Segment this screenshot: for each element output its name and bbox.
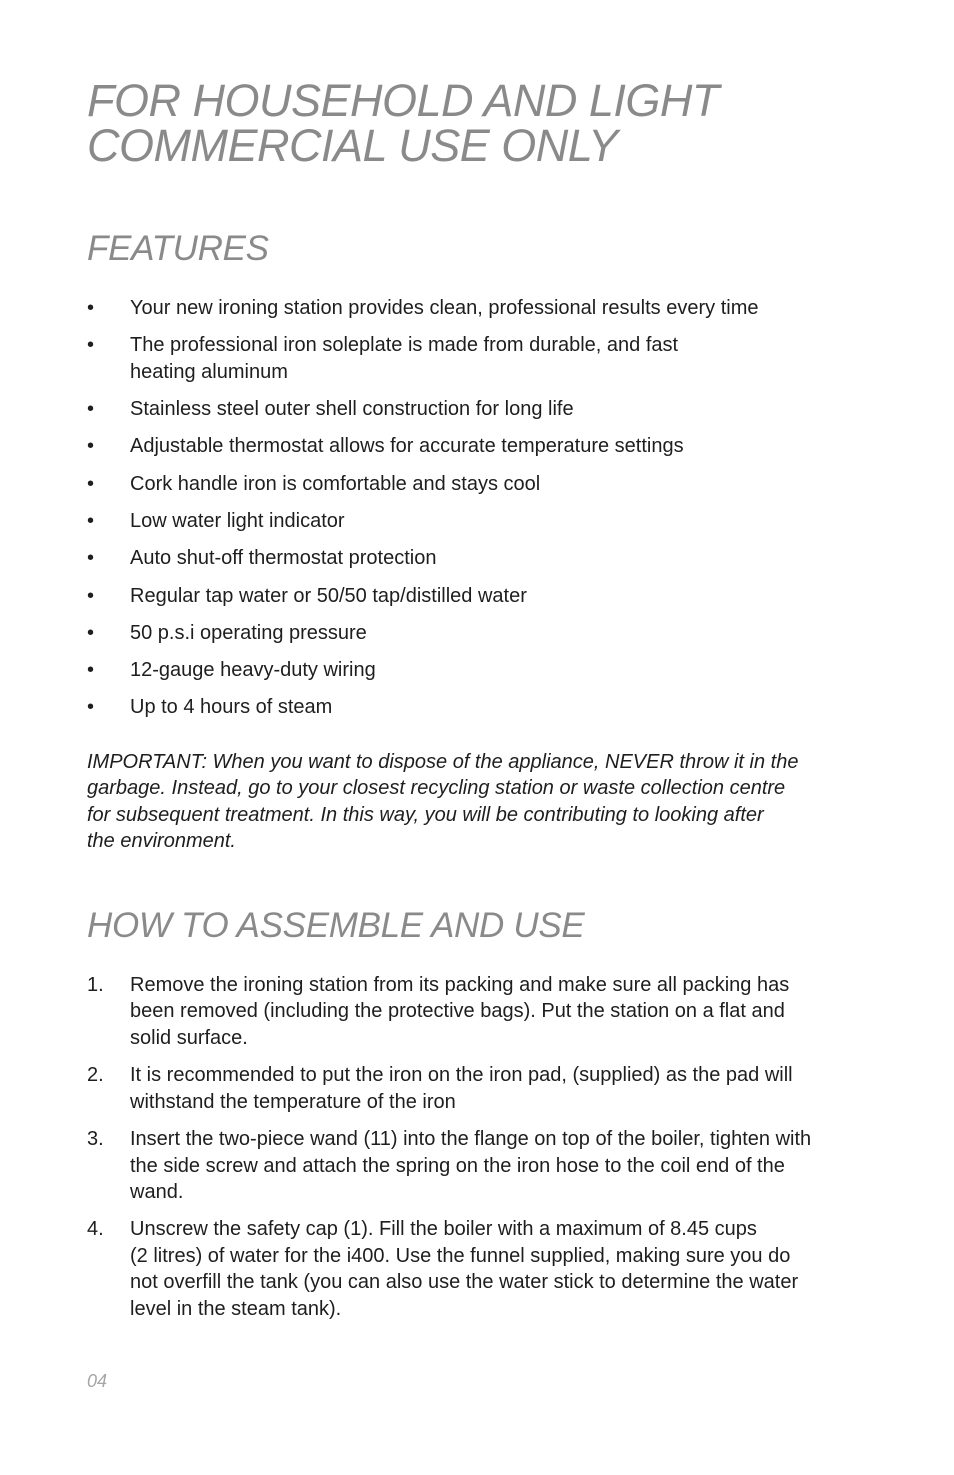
bullet-icon: •: [87, 297, 95, 319]
feature-item: [87, 545, 867, 572]
page-title-line: COMMERCIAL USE ONLY: [87, 120, 618, 171]
important-text: IMPORTANT: When you want to dispose of the appliance, NEVER throw it in the: [87, 750, 799, 773]
step-number: 1.: [87, 973, 104, 996]
feature-text: Auto shut-off thermostat protection: [130, 547, 437, 570]
step-text: the side screw and attach the spring on the iron hose to the coil end of the: [130, 1154, 785, 1177]
feature-item: [87, 694, 867, 721]
feature-item: [87, 583, 867, 610]
step-text: Insert the two-piece wand (11) into the flange on top of the boiler, tighten with: [130, 1128, 812, 1151]
step-item: [87, 1126, 867, 1206]
feature-item: [87, 433, 867, 460]
feature-text: Up to 4 hours of steam: [130, 696, 333, 719]
step-item: [87, 972, 867, 1052]
step-text: (2 litres) of water for the i400. Use the funnel supplied, making sure you do: [130, 1244, 791, 1267]
assemble-heading: HOW TO ASSEMBLE AND USE: [87, 905, 585, 945]
page-title-line: FOR HOUSEHOLD AND LIGHT: [87, 75, 719, 126]
step-text: solid surface.: [130, 1026, 248, 1049]
step-text: been removed (including the protective bags). Put the station on a flat and: [130, 1000, 785, 1023]
step-text: not overfill the tank (you can also use the water stick to determine the water: [130, 1271, 799, 1294]
bullet-icon: •: [87, 398, 95, 421]
step-text: Remove the ironing station from its packing and make sure all packing has: [130, 973, 790, 996]
feature-text: Cork handle iron is comfortable and stays cool: [130, 472, 541, 495]
step-text: It is recommended to put the iron on the iron pad, (supplied) as the pad will: [130, 1064, 793, 1087]
feature-item: [87, 471, 867, 498]
features-list: [87, 295, 867, 721]
bullet-icon: •: [87, 334, 95, 357]
important-text: the environment.: [87, 830, 236, 853]
bullet-icon: •: [87, 472, 95, 495]
feature-item: [87, 508, 867, 535]
step-text: withstand the temperature of the iron: [130, 1090, 456, 1113]
manual-page: [87, 75, 867, 1333]
step-item: [87, 1216, 867, 1322]
important-text: for subsequent treatment. In this way, you will be contributing to looking after: [87, 803, 764, 826]
feature-text: Regular tap water or 50/50 tap/distilled water: [130, 584, 527, 607]
assembly-steps-list: [87, 972, 867, 1322]
feature-text: Adjustable thermostat allows for accurate temperature settings: [130, 435, 684, 458]
feature-item: [87, 332, 867, 385]
page-title: [87, 75, 867, 171]
feature-text: The professional iron soleplate is made from durable, and fast: [130, 334, 679, 357]
step-number: 3.: [87, 1128, 104, 1151]
bullet-icon: •: [87, 509, 95, 532]
feature-text: 12-gauge heavy-duty wiring: [130, 659, 376, 682]
page-number: 04: [87, 1371, 108, 1391]
bullet-icon: •: [87, 584, 95, 607]
feature-item: [87, 295, 867, 322]
bullet-icon: •: [87, 547, 95, 570]
step-text: Unscrew the safety cap (1). Fill the boiler with a maximum of 8.45 cups: [130, 1218, 757, 1241]
step-text: wand.: [130, 1181, 184, 1204]
step-item: [87, 1062, 867, 1115]
step-text: level in the steam tank).: [130, 1297, 342, 1320]
feature-text: heating aluminum: [130, 360, 288, 383]
feature-item: [87, 657, 867, 684]
feature-text: Stainless steel outer shell construction for long life: [130, 398, 574, 421]
feature-text: Your new ironing station provides clean, professional results every time: [130, 297, 759, 319]
feature-item: [87, 620, 867, 647]
bullet-icon: •: [87, 696, 95, 719]
bullet-icon: •: [87, 621, 95, 644]
features-heading: FEATURES: [87, 229, 269, 268]
step-number: 2.: [87, 1064, 104, 1087]
step-number: 4.: [87, 1218, 104, 1241]
bullet-icon: •: [87, 659, 95, 682]
important-notice: [87, 749, 867, 855]
feature-item: [87, 396, 867, 423]
feature-text: Low water light indicator: [130, 509, 345, 532]
bullet-icon: •: [87, 435, 95, 458]
feature-text: 50 p.s.i operating pressure: [130, 621, 367, 644]
important-text: garbage. Instead, go to your closest recycling station or waste collection centre: [87, 777, 786, 800]
